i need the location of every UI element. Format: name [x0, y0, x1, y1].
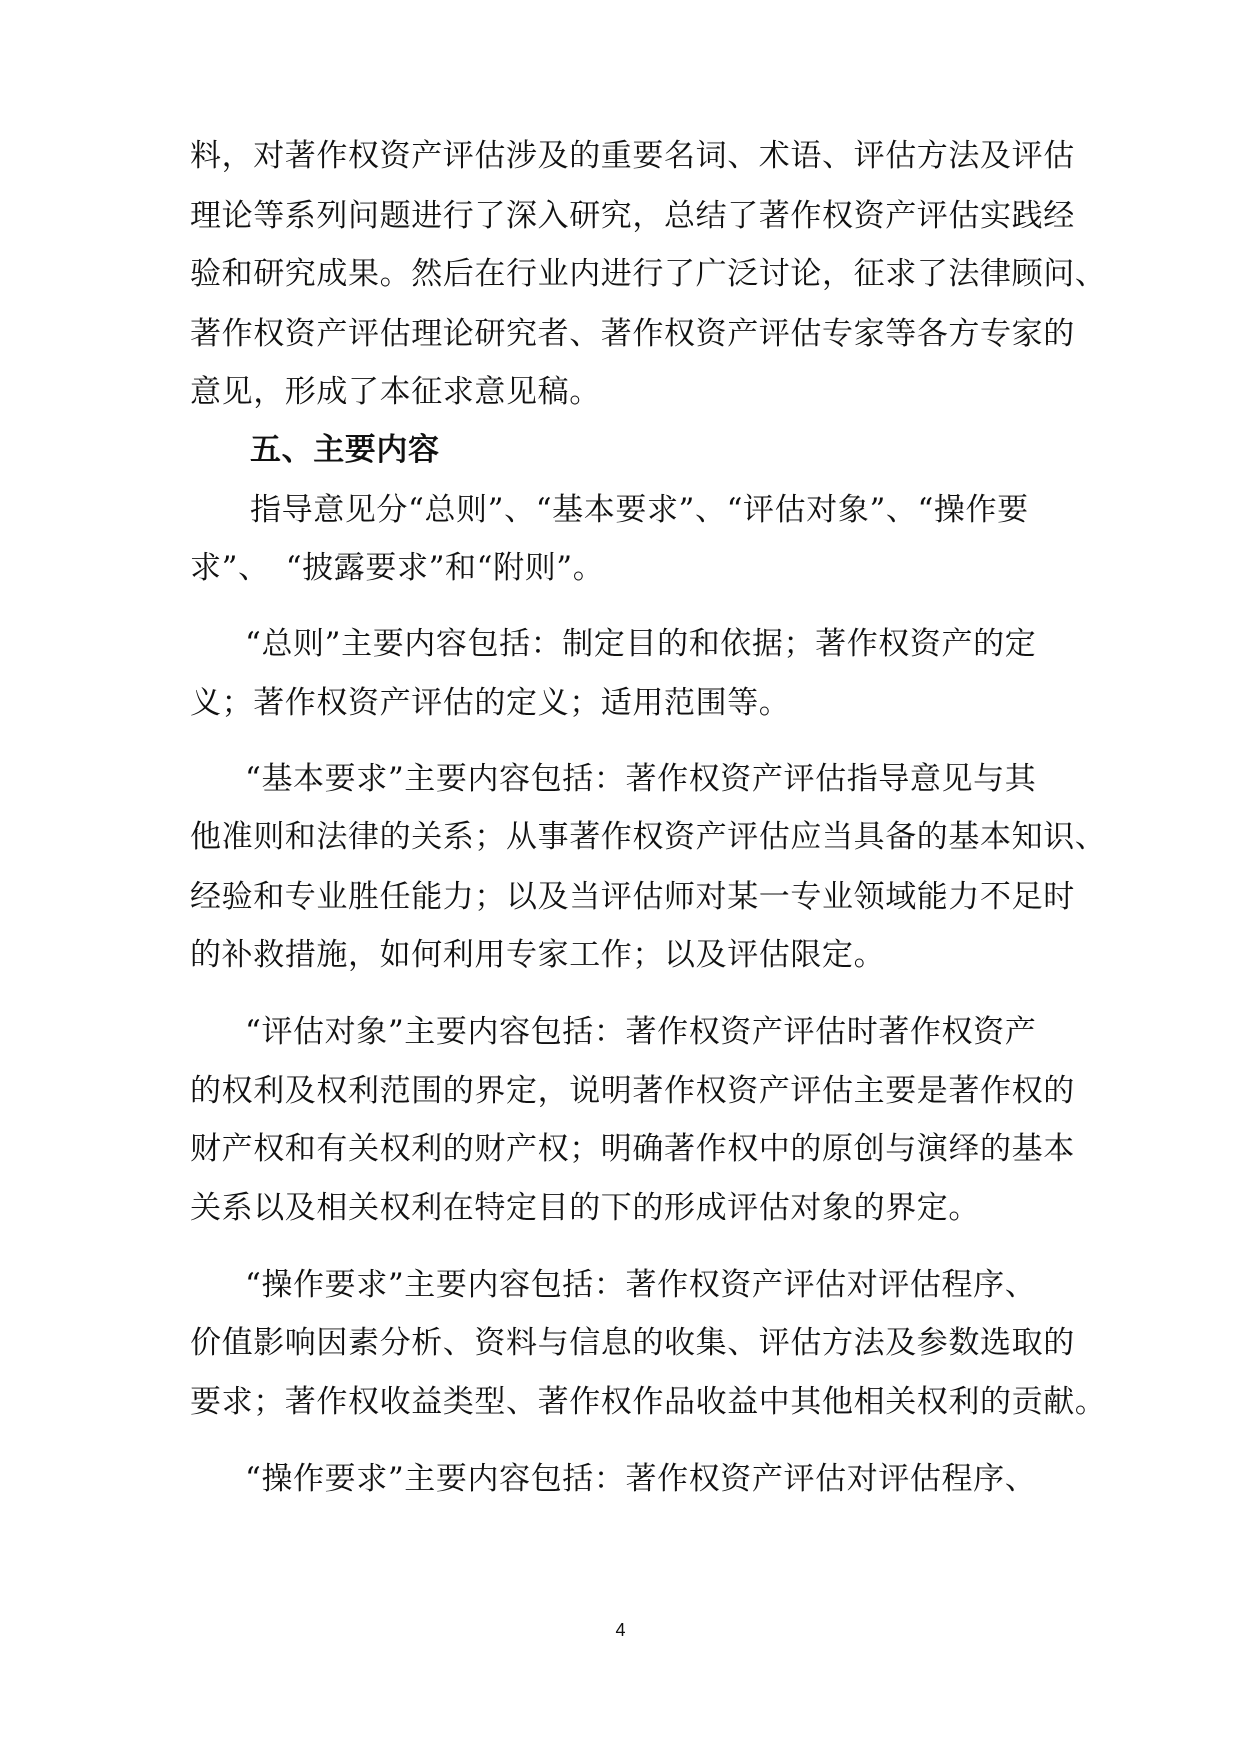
paragraph-line: 关系以及相关权利在特定目的下的形成评估对象的界定。 [190, 1190, 980, 1226]
paragraph-line: 他准则和法律的关系；从事著作权资产评估应当具备的基本知识、 [190, 819, 1107, 855]
paragraph-line: 的补救措施，如何利用专家工作；以及评估限定。 [190, 937, 886, 973]
paragraph-line: “评估对象”主要内容包括：著作权资产评估时著作权资产 [245, 1014, 1037, 1050]
paragraph-line: 价值影响因素分析、资料与信息的收集、评估方法及参数选取的 [190, 1325, 1075, 1361]
paragraph-line: 要求；著作权收益类型、著作权作品收益中其他相关权利的贡献。 [190, 1384, 1107, 1420]
paragraph-line: 理论等系列问题进行了深入研究，总结了著作权资产评估实践经 [190, 198, 1075, 234]
page-number: 4 [615, 1620, 626, 1640]
paragraph-line: 义；著作权资产评估的定义；适用范围等。 [190, 685, 791, 721]
paragraph-line: 经验和专业胜任能力；以及当评估师对某一专业领域能力不足时 [190, 879, 1075, 915]
section-heading: 五、主要内容 [250, 432, 440, 468]
paragraph-line: 意见，形成了本征求意见稿。 [190, 374, 601, 410]
paragraph-line: 料，对著作权资产评估涉及的重要名词、术语、评估方法及评估 [190, 138, 1075, 174]
paragraph-line: 财产权和有关权利的财产权；明确著作权中的原创与演绎的基本 [190, 1131, 1075, 1167]
paragraph-line: “总则”主要内容包括：制定目的和依据；著作权资产的定 [245, 626, 1037, 662]
paragraph-line: 验和研究成果。然后在行业内进行了广泛讨论，征求了法律顾问、 [190, 256, 1107, 292]
paragraph-line: “基本要求”主要内容包括：著作权资产评估指导意见与其 [245, 761, 1037, 797]
paragraph-line: 指导意见分“总则”、“基本要求”、“评估对象”、“操作要 [250, 492, 1029, 528]
paragraph-line: “操作要求”主要内容包括：著作权资产评估对评估程序、 [245, 1267, 1037, 1303]
paragraph-line: 求”、 “披露要求”和“附则”。 [190, 550, 605, 586]
paragraph-line: “操作要求”主要内容包括：著作权资产评估对评估程序、 [245, 1461, 1037, 1497]
paragraph-line: 著作权资产评估理论研究者、著作权资产评估专家等各方专家的 [190, 316, 1075, 352]
paragraph-line: 的权利及权利范围的界定，说明著作权资产评估主要是著作权的 [190, 1073, 1075, 1109]
